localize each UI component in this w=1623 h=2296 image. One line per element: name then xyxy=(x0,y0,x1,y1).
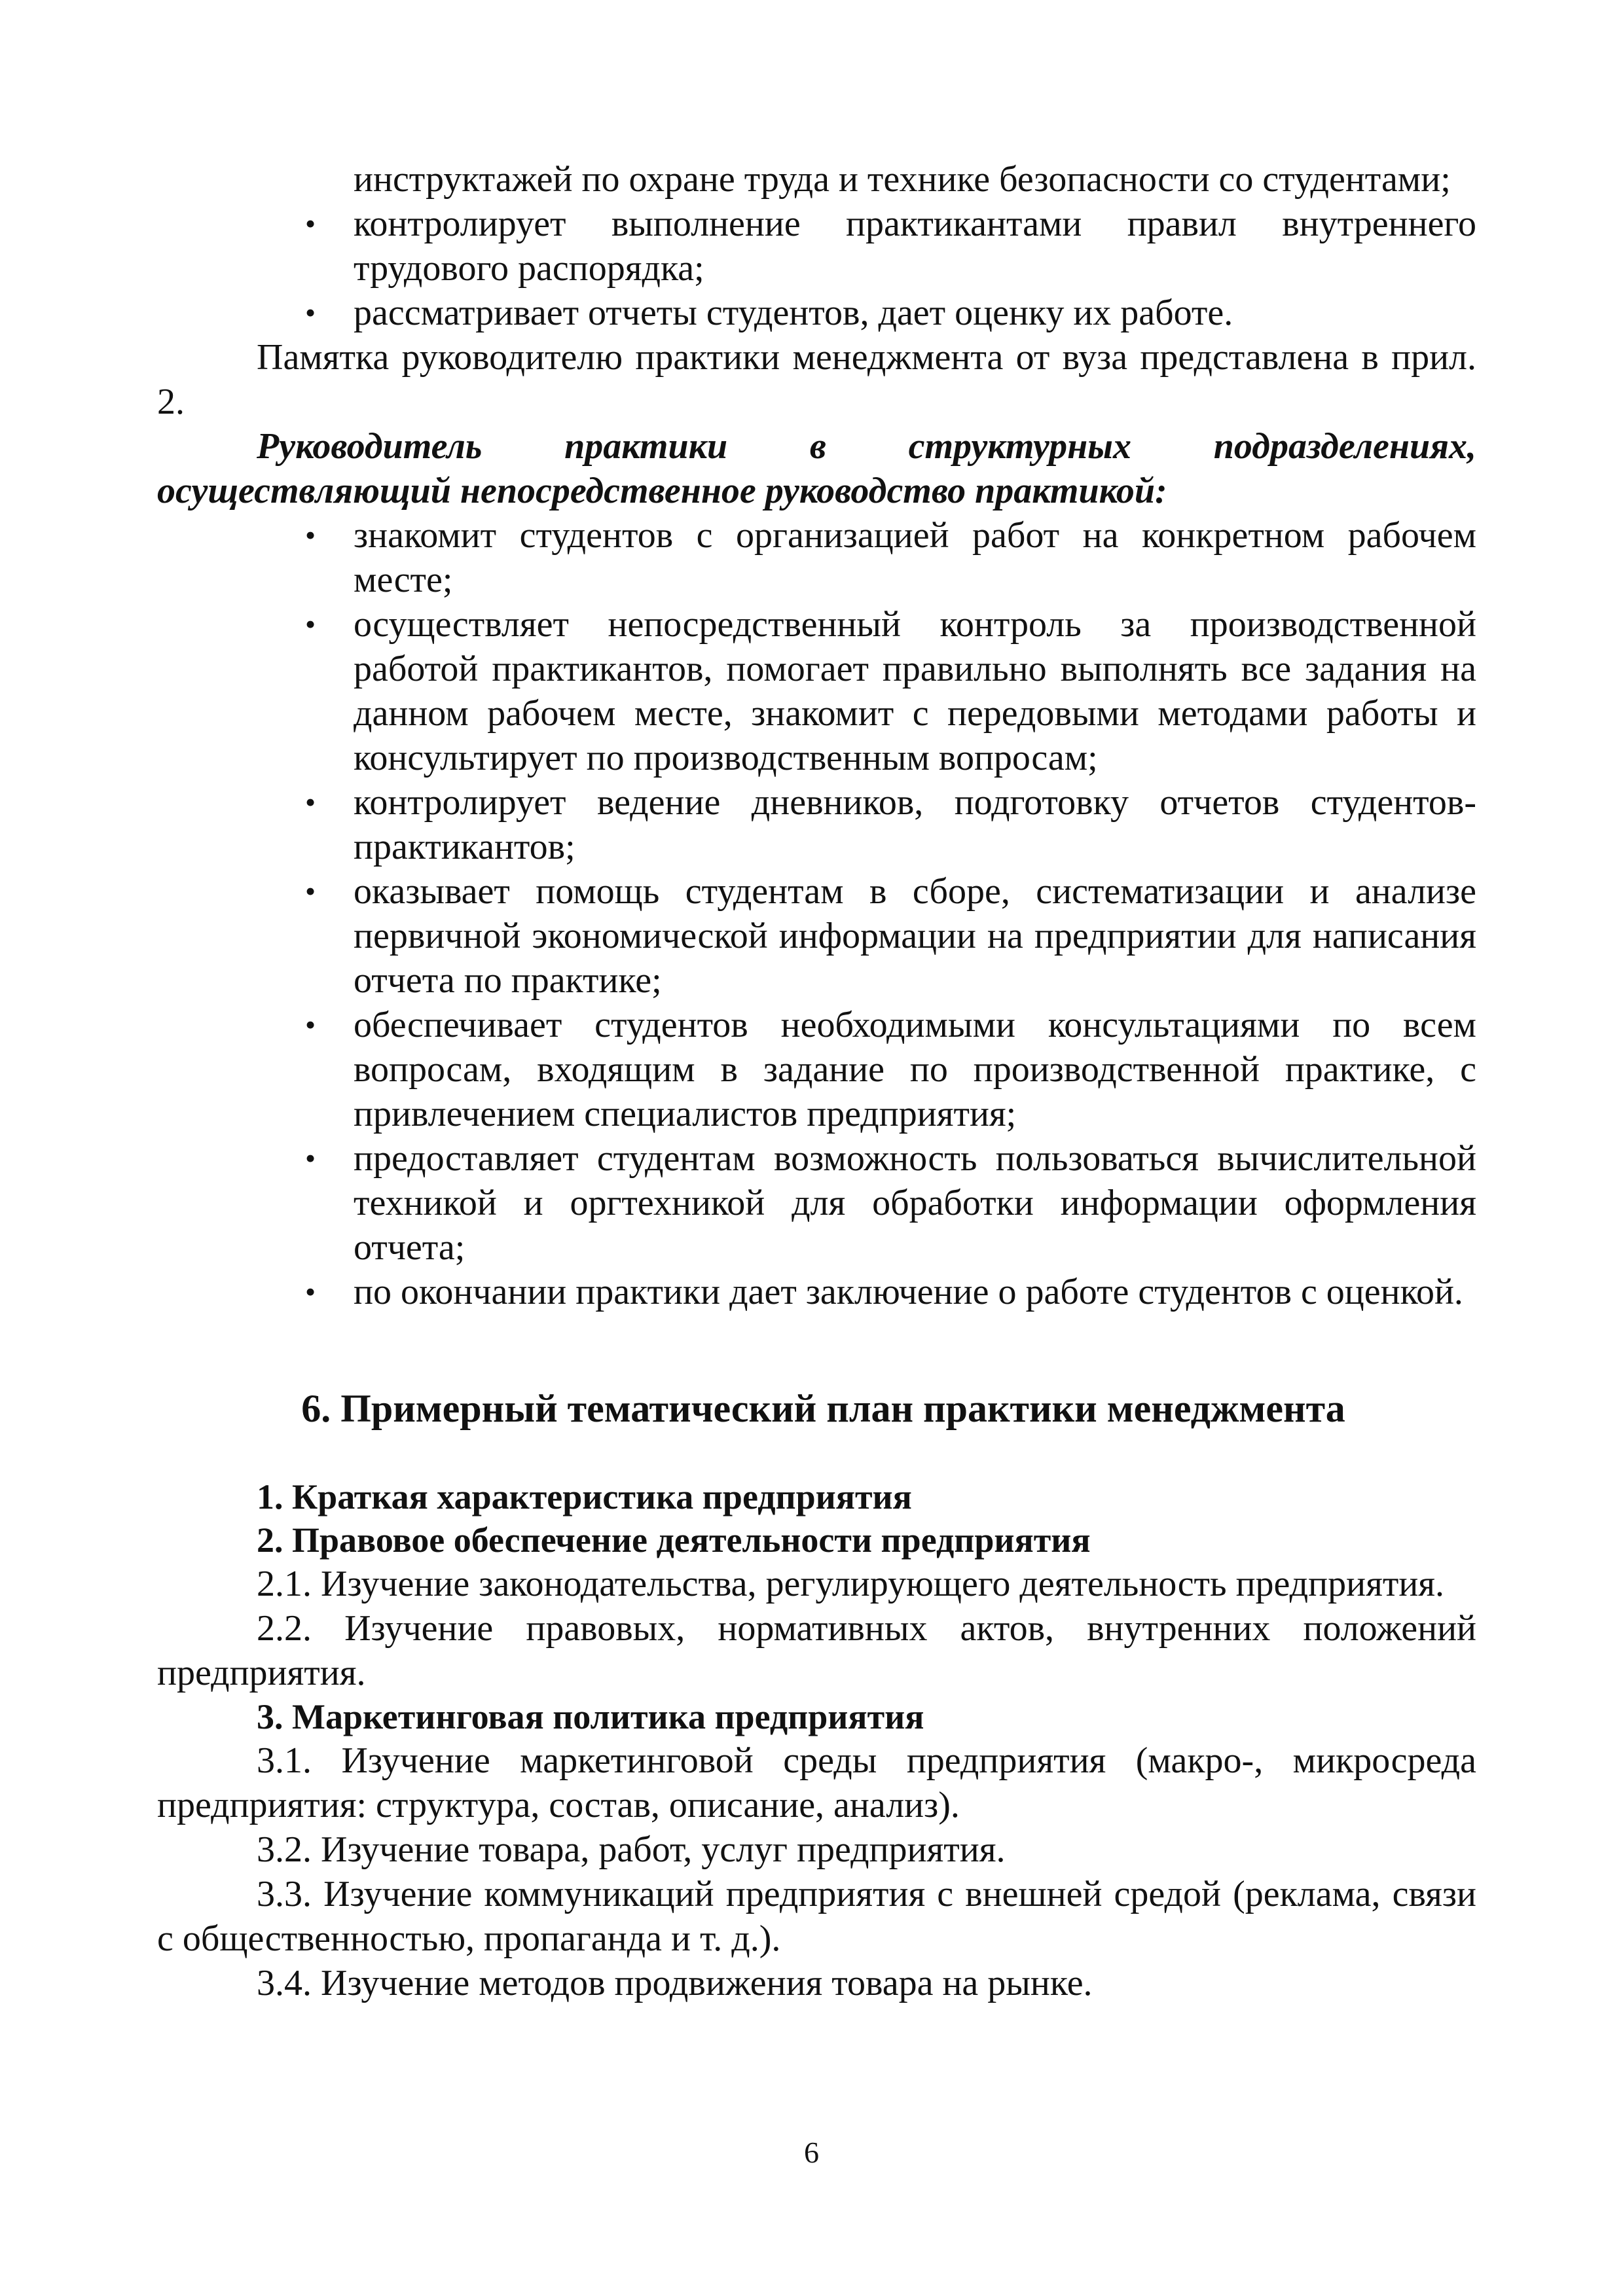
bullet-icon: • xyxy=(305,296,316,329)
continuation-paragraph: инструктажей по охране труда и технике безопасности со студентами; xyxy=(354,159,1451,200)
list-item xyxy=(157,602,1476,780)
page-number: 6 xyxy=(804,2136,819,2169)
list-item-text: по окончании практики дает заключение о работе студентов с оценкой. xyxy=(354,1272,1463,1312)
memo-paragraph: Памятка руководителю практики менеджмента от вуза представлена в прил. 2. xyxy=(157,337,1476,422)
list-item xyxy=(157,1270,1476,1314)
plan-section-3-title: 3. Маркетинговая политика предприятия xyxy=(257,1697,924,1736)
list-item xyxy=(157,202,1476,291)
plan-item-3-4: 3.4. Изучение методов продвижения товара на рынке. xyxy=(257,1963,1093,2003)
list-item-text: предоставляет студентам возможность пользоваться вычислительной техникой и оргтехникой для обработки информации оформления отчета; xyxy=(354,1138,1476,1268)
list-item-text: рассматривает отчеты студентов, дает оценку их работе. xyxy=(354,293,1233,333)
list-item xyxy=(157,780,1476,869)
supervisor-heading: Руководитель практики в структурных подразделениях, осуществляющий непосредственное руководство практикой: xyxy=(157,426,1476,511)
list-item xyxy=(157,513,1476,602)
bullet-icon: • xyxy=(305,1008,316,1041)
document-page xyxy=(157,157,1476,2005)
plan-item-2-2: 2.2. Изучение правовых, нормативных актов, внутренних положений предприятия. xyxy=(157,1608,1476,1693)
bullet-icon: • xyxy=(305,518,316,552)
bullet-icon: • xyxy=(305,874,316,908)
list-item-text: оказывает помощь студентам в сборе, систематизации и анализе первичной экономической информации на предприятии для написания отчета по практике; xyxy=(354,871,1476,1001)
bullet-icon: • xyxy=(305,207,316,240)
plan-section-2-title: 2. Правовое обеспечение деятельности предприятия xyxy=(257,1520,1091,1560)
list-item-text: знакомит студентов с организацией работ на конкретном рабочем месте; xyxy=(354,515,1476,600)
list-item xyxy=(157,291,1476,335)
bullet-list-university-supervisor xyxy=(157,202,1476,335)
list-item-text: обеспечивает студентов необходимыми консультациями по всем вопросам, входящим в задание по производственной практике, с привлечением специалистов предприятия; xyxy=(354,1005,1476,1134)
list-item-text: контролирует ведение дневников, подготовку отчетов студентов-практикантов; xyxy=(354,782,1476,867)
plan-item-2-1: 2.1. Изучение законодательства, регулирующего деятельность предприятия. xyxy=(257,1564,1445,1604)
bullet-icon: • xyxy=(305,1275,316,1308)
bullet-icon: • xyxy=(305,785,316,819)
section-title: 6. Примерный тематический план практики менеджмента xyxy=(301,1387,1345,1430)
bullet-icon: • xyxy=(305,1141,316,1175)
bullet-icon: • xyxy=(305,607,316,641)
list-item-text: контролирует выполнение практикантами правил внутреннего трудового распорядка; xyxy=(354,204,1476,289)
list-item-text: осуществляет непосредственный контроль за производственной работой практикантов, помогает правильно выполнять все задания на данном рабочем месте, знакомит с передовыми методами работы и консультирует по производственным вопросам; xyxy=(354,604,1476,778)
list-item xyxy=(157,1136,1476,1270)
plan-section-1-title: 1. Краткая характеристика предприятия xyxy=(257,1477,912,1516)
list-item xyxy=(157,1003,1476,1136)
bullet-list-department-supervisor xyxy=(157,513,1476,1314)
plan-item-3-1: 3.1. Изучение маркетинговой среды предприятия (макро-, микросреда предприятия: структура, состав, описание, анализ). xyxy=(157,1740,1476,1825)
list-item xyxy=(157,869,1476,1003)
plan-item-3-3: 3.3. Изучение коммуникаций предприятия с внешней средой (реклама, связи с общественностью, пропаганда и т. д.). xyxy=(157,1874,1476,1959)
plan-item-3-2: 3.2. Изучение товара, работ, услуг предприятия. xyxy=(257,1829,1006,1870)
